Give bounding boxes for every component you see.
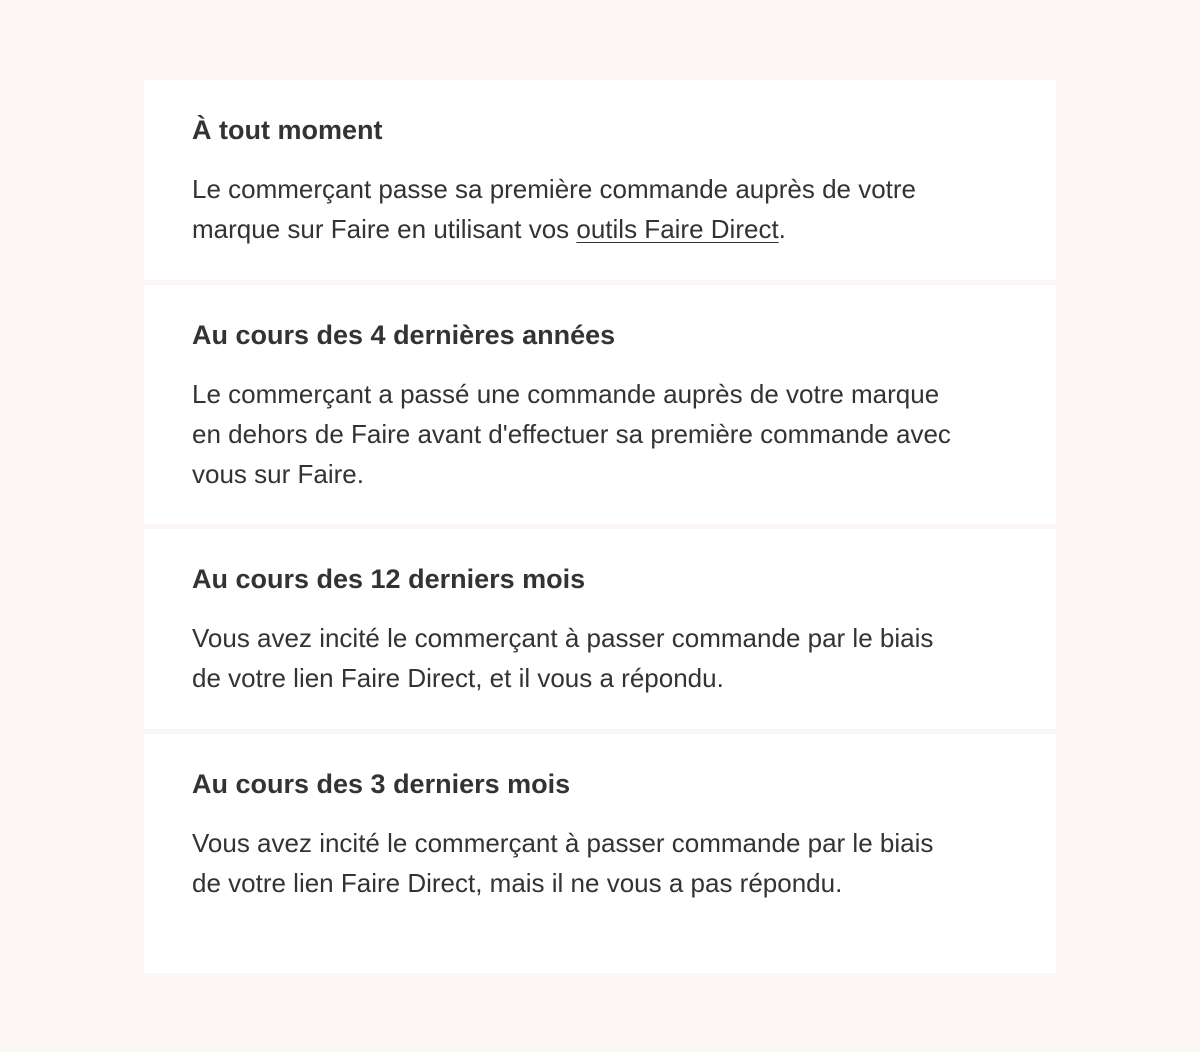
card-description-text: Le commerçant passe sa première commande auprès de votre marque sur Faire en utilisant vos bbox=[192, 174, 917, 244]
card-description-end: . bbox=[778, 214, 786, 244]
card-title: Au cours des 12 derniers mois bbox=[192, 564, 586, 594]
card-title: Au cours des 3 derniers mois bbox=[192, 769, 571, 799]
card-last-12-months bbox=[144, 529, 1056, 729]
eligibility-card-list bbox=[144, 80, 1056, 973]
card-last-4-years bbox=[144, 285, 1056, 524]
card-description: Vous avez incité le commerçant à passer commande par le biais de votre lien Faire Direct, mais il ne vous a pas répondu. bbox=[192, 828, 934, 898]
card-last-3-months bbox=[144, 734, 1056, 973]
card-anytime bbox=[144, 80, 1056, 280]
card-title: À tout moment bbox=[192, 115, 383, 145]
card-description bbox=[192, 169, 962, 249]
card-title: Au cours des 4 dernières années bbox=[192, 320, 616, 350]
card-description: Le commerçant a passé une commande auprès de votre marque en dehors de Faire avant d'effectuer sa première commande avec vous sur Faire. bbox=[192, 379, 951, 489]
faire-direct-tools-link[interactable]: outils Faire Direct bbox=[576, 214, 779, 244]
card-description: Vous avez incité le commerçant à passer commande par le biais de votre lien Faire Direct, et il vous a répondu. bbox=[192, 623, 934, 693]
